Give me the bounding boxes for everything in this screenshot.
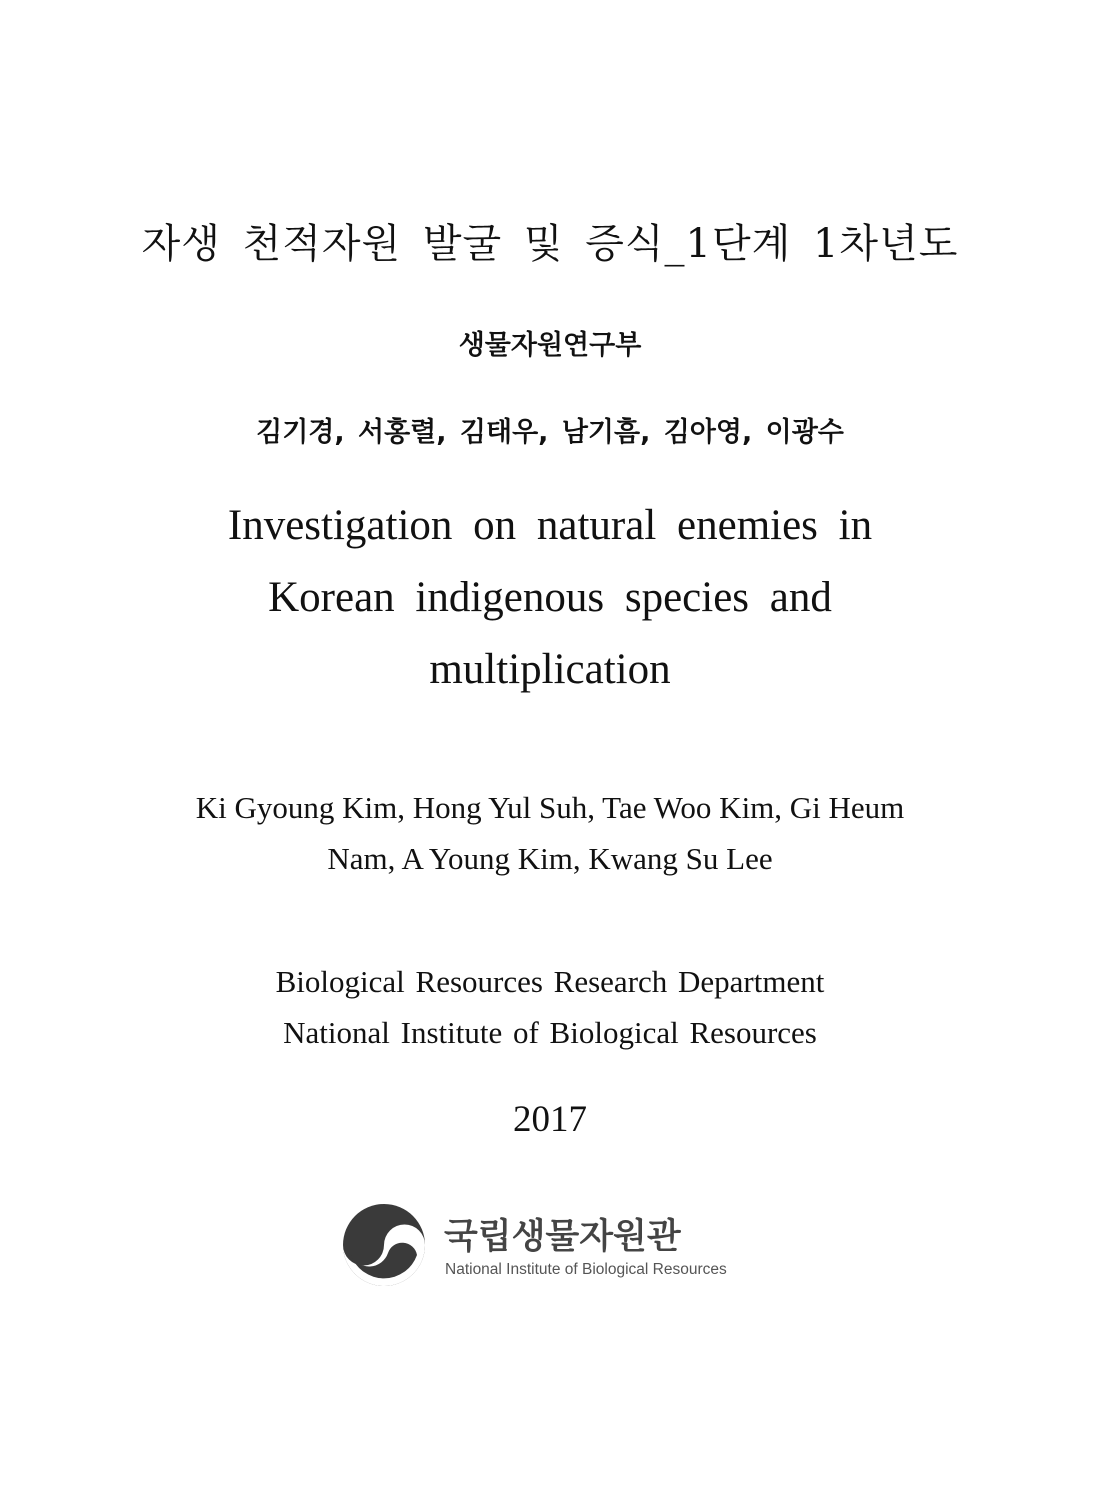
english-department: Biological Resources Research Department <box>275 964 825 999</box>
korean-department: 생물자원연구부 <box>458 330 642 361</box>
english-authors <box>150 782 950 884</box>
english-authors-line-2: Nam, A Young Kim, Kwang Su Lee <box>327 841 773 876</box>
nibr-emblem-icon <box>342 1203 426 1287</box>
english-title-line-3: multiplication <box>429 646 671 693</box>
logo-name-korean: 국립생물자원관 <box>444 1217 681 1257</box>
korean-title: 자생 천적자원 발굴 및 증식_1단계 1차년도 <box>141 221 959 267</box>
english-title-line-2: Korean indigenous species and <box>268 574 832 621</box>
english-institute: National Institute of Biological Resources <box>283 1015 817 1050</box>
institute-logo <box>342 1203 762 1293</box>
korean-authors: 김기경, 서홍렬, 김태우, 남기흠, 김아영, 이광수 <box>256 417 844 448</box>
english-title-line-1: Investigation on natural enemies in <box>227 502 873 549</box>
english-authors-line-1: Ki Gyoung Kim, Hong Yul Suh, Tae Woo Kim, Gi Heum <box>195 790 905 825</box>
english-institution <box>150 956 950 1058</box>
english-title <box>150 490 950 706</box>
publication-year: 2017 <box>513 1099 587 1140</box>
logo-name-english: National Institute of Biological Resources <box>445 1261 727 1278</box>
